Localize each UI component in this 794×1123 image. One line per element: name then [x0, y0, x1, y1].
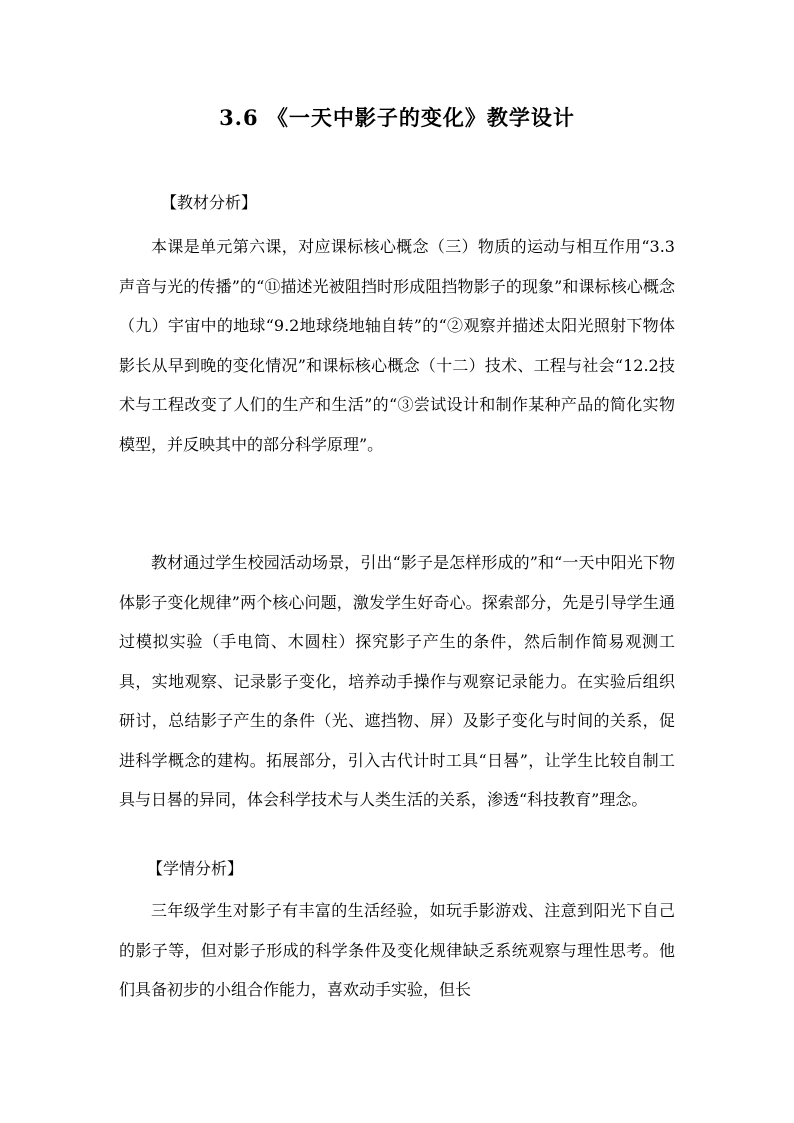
- paragraph-textbook-analysis-1: 本课是单元第六课，对应课标核心概念（三）物质的运动与相互作用“3.3声音与光的传播”的“⑪描述光被阻挡时形成阻挡物影子的现象”和课标核心概念（九）宇宙中的地球“9.2地球绕地轴自转”的“②观察并描述太阳光照射下物体影长从早到晚的变化情况”和课标核心概念（十二）技术、工程与社会“12.2技术与工程改变了人们的生产和生活”的“③尝试设计和制作某种产品的简化实物模型，并反映其中的部分科学原理”。: [119, 237, 675, 454]
- document-title: 3.6 《一天中影子的变化》教学设计: [219, 105, 575, 130]
- paragraph-textbook-analysis-2: 教材通过学生校园活动场景，引出“影子是怎样形成的”和“一天中阳光下物体影子变化规律”两个核心问题，激发学生好奇心。探索部分，先是引导学生通过模拟实验（手电筒、木圆柱）探究影子产生的条件，然后制作简易观测工具，实地观察、记录影子变化，培养动手操作与观察记录能力。在实验后组织研讨，总结影子产生的条件（光、遮挡物、屏）及影子变化与时间的关系，促进科学概念的建构。拓展部分，引入古代计时工具“日晷”，让学生比较自制工具与日晷的异同，体会科学技术与人类生活的关系，渗透“科技教育”理念。: [119, 553, 675, 809]
- section-heading-student-analysis: 【学情分析】: [147, 859, 244, 878]
- paragraph-student-analysis-1: 三年级学生对影子有丰富的生活经验，如玩手影游戏、注意到阳光下自己的影子等，但对影子形成的科学条件及变化规律缺乏系统观察与理性思考。他们具备初步的小组合作能力，喜欢动手实验，但长: [119, 901, 675, 999]
- section-heading-textbook-analysis: 【教材分析】: [161, 193, 258, 212]
